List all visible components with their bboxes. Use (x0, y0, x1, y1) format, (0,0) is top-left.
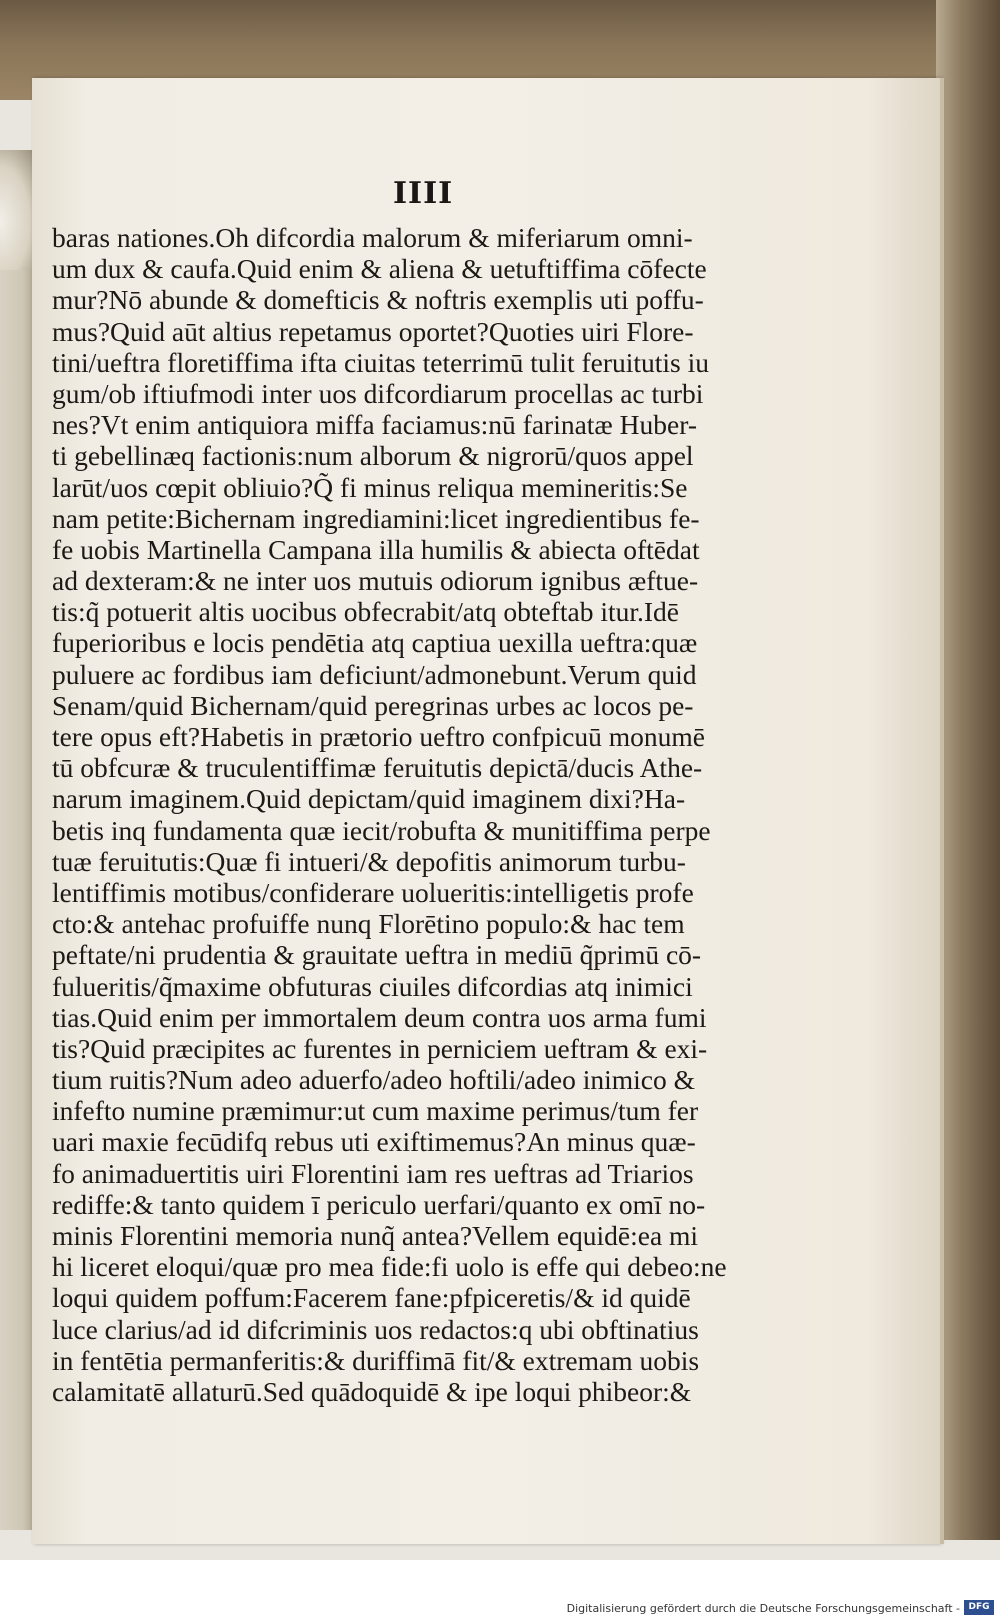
text-line: tini/ueftra floretiffima ifta ciuitas teterrimū tulit feruitutis iu (52, 346, 710, 378)
text-line: calamitatē allaturū.Sed quādoquidē & ipe loqui phibeor:& (52, 1375, 692, 1407)
page-edge (940, 78, 944, 1544)
text-line: rediffe:& tanto quidem ī periculo uerfari/quanto ex omī no- (52, 1188, 706, 1220)
dfg-logo: DFG (964, 1600, 994, 1615)
text-line: tere opus eft?Habetis in prætorio ueftro confpicuū monumē (52, 721, 705, 752)
text-line: gum/ob iftiufmodi inter uos difcordiarum procellas ac turbi (52, 377, 704, 409)
text-line: tuæ feruitutis:Quæ fi intueri/& depofitis animorum turbu- (52, 845, 686, 877)
text-line: lentiffimis motibus/confiderare uolueritis:intelligetis profe (52, 876, 694, 908)
text-line: larūt/uos cœpit obliuio?Q̃ fi minus reliqua memineritis:Se (52, 471, 688, 503)
text-line: Senam/quid Bichernam/quid peregrinas urbes ac locos pe- (52, 689, 694, 721)
text-line: fulueritis/q̃maxime obfuturas ciuiles difcordias atq inimici (52, 970, 693, 1002)
text-line: mus?Quid aūt altius repetamus oportet?Quoties uiri Flore- (52, 315, 694, 347)
text-line: mur?Nō abunde & domefticis & noftris exemplis uti poffu- (52, 284, 704, 316)
text-line: tis:q̃ potuerit altis uocibus obfecrabit/atq obteftab itur.Idē (52, 596, 679, 628)
text-line: ti gebellinæq factionis:num alborum & nigrorū/quos appel (52, 440, 694, 472)
text-line: luce clarius/ad id difcriminis uos redactos:q ubi obftinatius (52, 1313, 699, 1345)
text-line: fe uobis Martinella Campana illa humilis & abiecta oftēdat (52, 533, 700, 565)
text-line: nam petite:Bichernam ingrediamini:licet ingredientibus fe- (52, 502, 700, 534)
text-line: ad dexteram:& ne inter uos mutuis odiorum ignibus æftue- (52, 565, 699, 597)
text-line: loqui quidem poffum:Facerem fane:pfpiceretis/& id quidē (52, 1282, 691, 1314)
text-line: betis inq fundamenta quæ iecit/robufta & munitiffima perpe (52, 814, 711, 846)
text-block (52, 222, 792, 1407)
text-line: uari maxie fecūdifq rebus uti exiftimemus?An minus quæ- (52, 1126, 696, 1158)
text-line: baras nationes.Oh difcordia malorum & miferiarum omni- (52, 222, 693, 253)
text-line: fuperioribus e locis pendētia atq captiua uexilla ueftra:quæ (52, 627, 698, 659)
text-line: narum imaginem.Quid depictam/quid imaginem dixi?Ha- (52, 783, 686, 815)
text-line: cto:& antehac profuiffe nunq Florētino populo:& hac tem (52, 908, 685, 940)
text-line: peftate/ni prudentia & grauitate ueftra in mediū q̃primū cō- (52, 939, 702, 971)
digitization-credit: Digitalisierung gefördert durch die Deutsche Forschungsgemeinschaft - (566, 1602, 960, 1615)
text-line: hi liceret eloqui/quæ pro mea fide:fi uolo is effe qui debeo:ne (52, 1251, 727, 1283)
text-line: tias.Quid enim per immortalem deum contra uos arma fumi (52, 1001, 707, 1033)
book-fore-edge (936, 0, 1000, 1540)
text-line: um dux & caufa.Quid enim & aliena & uetuftiffima cōfecte (52, 253, 707, 285)
text-line: puluere ac fordibus iam deficiunt/admonebunt.Verum quid (52, 658, 697, 690)
text-line: nes?Vt enim antiquiora miffa faciamus:nū farinatæ Huber- (52, 409, 697, 441)
text-line: tium ruitis?Num adeo aduerfo/adeo hoftili/adeo inimico & (52, 1064, 696, 1096)
text-line: fo animaduertitis uiri Florentini iam res ueftras ad Triarios (52, 1157, 694, 1189)
text-line: minis Florentini memoria nunq̃ antea?Vellem equidē:ea mi (52, 1220, 699, 1251)
text-line: tū obfcuræ & truculentiffimæ feruitutis depictā/ducis Athe- (52, 752, 703, 784)
text-line: infefto numine præmimur:ut cum maxime perimus/tum fer (52, 1095, 699, 1127)
text-line: tis?Quid præcipites ac furentes in perniciem ueftram & exi- (52, 1032, 708, 1064)
folio-number: IIII (393, 176, 454, 211)
text-line: in fentētia permanferitis:& duriffimā fit/& extremam uobis (52, 1344, 700, 1376)
